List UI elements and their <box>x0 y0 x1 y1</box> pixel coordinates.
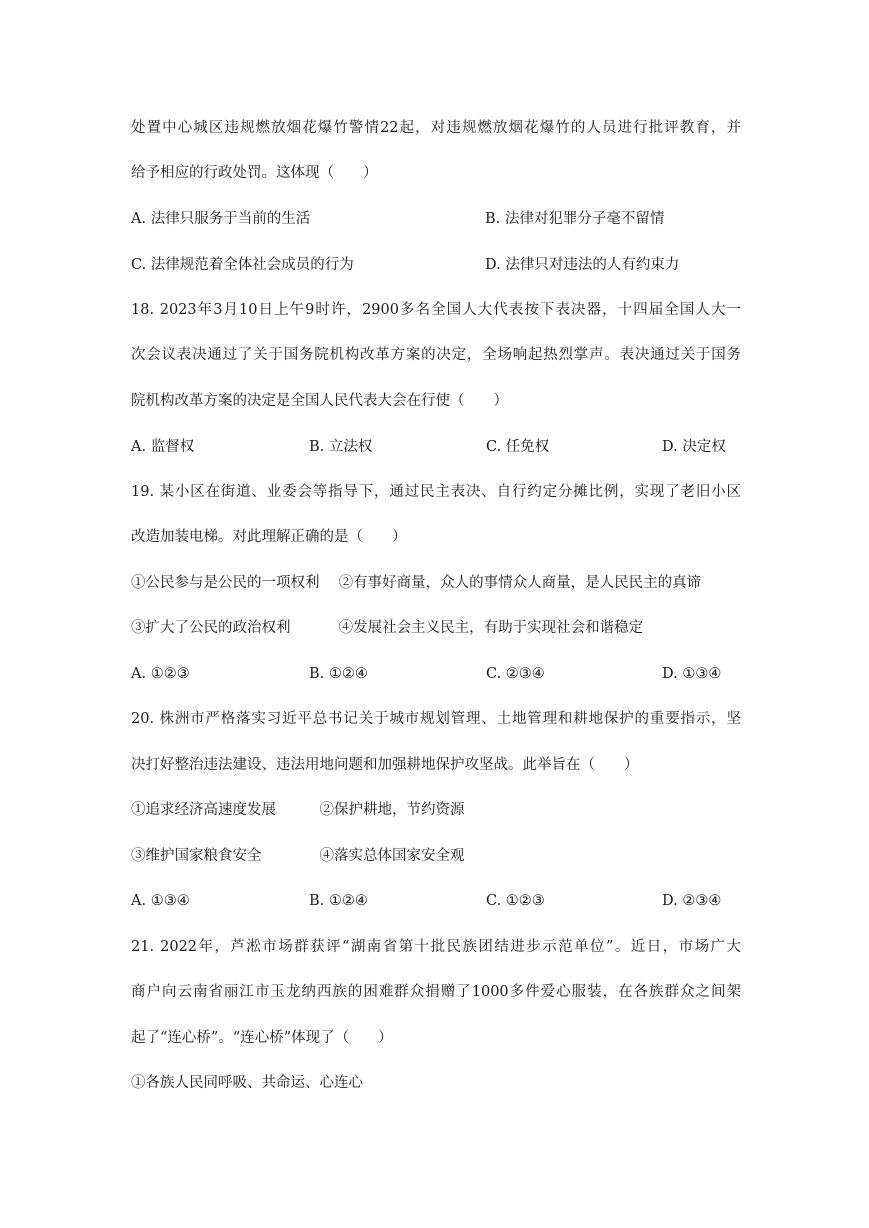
question-text-line: 处置中心城区违规燃放烟花爆竹警情22起，对违规燃放烟花爆竹的人员进行批评教育，并 <box>131 120 741 136</box>
question-20-line: 20. 株洲市严格落实习近平总书记关于城市规划管理、土地管理和耕地保护的重要指示，坚 <box>131 711 741 727</box>
question-text-line: 给予相应的行政处罚。这体现（ ） <box>131 165 378 181</box>
q19-option-d: D. ①③④ <box>662 666 722 682</box>
question-19-line: 改造加装电梯。对此理解正确的是（ ） <box>131 529 407 545</box>
q19-option-c: C. ②③④ <box>486 666 545 682</box>
question-18-line: 次会议表决通过了关于国务院机构改革方案的决定，全场响起热烈掌声。表决通过关于国务 <box>131 347 741 363</box>
option-b: B. 法律对犯罪分子毫不留情 <box>485 211 665 227</box>
question-20-line: 决打好整治违法建设、违法用地问题和加强耕地保护攻坚战。此举旨在（ ） <box>131 757 639 773</box>
option-d: D. 法律只对违法的人有约束力 <box>485 257 680 273</box>
question-21-line: 起了“连心桥”。“连心桥”体现了（ ） <box>131 1030 393 1046</box>
question-21-line: 21. 2022年，芦淞市场群获评“湖南省第十批民族团结进步示范单位”。近日，市场广大 <box>131 939 741 955</box>
q20-statement: ③维护国家粮食安全 ④落实总体国家安全观 <box>131 848 465 864</box>
option-a: A. 法律只服务于当前的生活 <box>131 211 311 227</box>
q20-option-b: B. ①②④ <box>309 893 368 909</box>
q18-option-b: B. 立法权 <box>309 439 373 455</box>
q21-statement: ①各族人民同呼吸、共命运、心连心 <box>131 1075 363 1091</box>
q19-option-a: A. ①②③ <box>131 666 190 682</box>
question-19-line: 19. 某小区在街道、业委会等指导下，通过民主表决、自行约定分摊比例，实现了老旧小区 <box>131 484 741 500</box>
q18-option-d: D. 决定权 <box>662 439 726 455</box>
question-18-line: 院机构改革方案的决定是全国人民代表大会在行使（ ） <box>131 393 508 409</box>
q20-option-c: C. ①②③ <box>486 893 545 909</box>
q19-statement: ①公民参与是公民的一项权利 ②有事好商量，众人的事情众人商量，是人民民主的真谛 <box>131 575 702 591</box>
q18-option-c: C. 任免权 <box>486 439 550 455</box>
q19-statement: ③扩大了公民的政治权利 ④发展社会主义民主，有助于实现社会和谐稳定 <box>131 620 644 636</box>
q20-option-d: D. ②③④ <box>662 893 722 909</box>
q20-statement: ①追求经济高速度发展 ②保护耕地，节约资源 <box>131 802 465 818</box>
q20-option-a: A. ①③④ <box>131 893 190 909</box>
question-18-line: 18. 2023年3月10日上午9时许，2900多名全国人大代表按下表决器，十四届全国人大一 <box>131 302 741 318</box>
q19-option-b: B. ①②④ <box>309 666 368 682</box>
q18-option-a: A. 监督权 <box>131 439 195 455</box>
question-21-line: 商户向云南省丽江市玉龙纳西族的困难群众捐赠了1000多件爱心服装，在各族群众之间架 <box>131 984 741 1000</box>
option-c: C. 法律规范着全体社会成员的行为 <box>131 257 354 273</box>
